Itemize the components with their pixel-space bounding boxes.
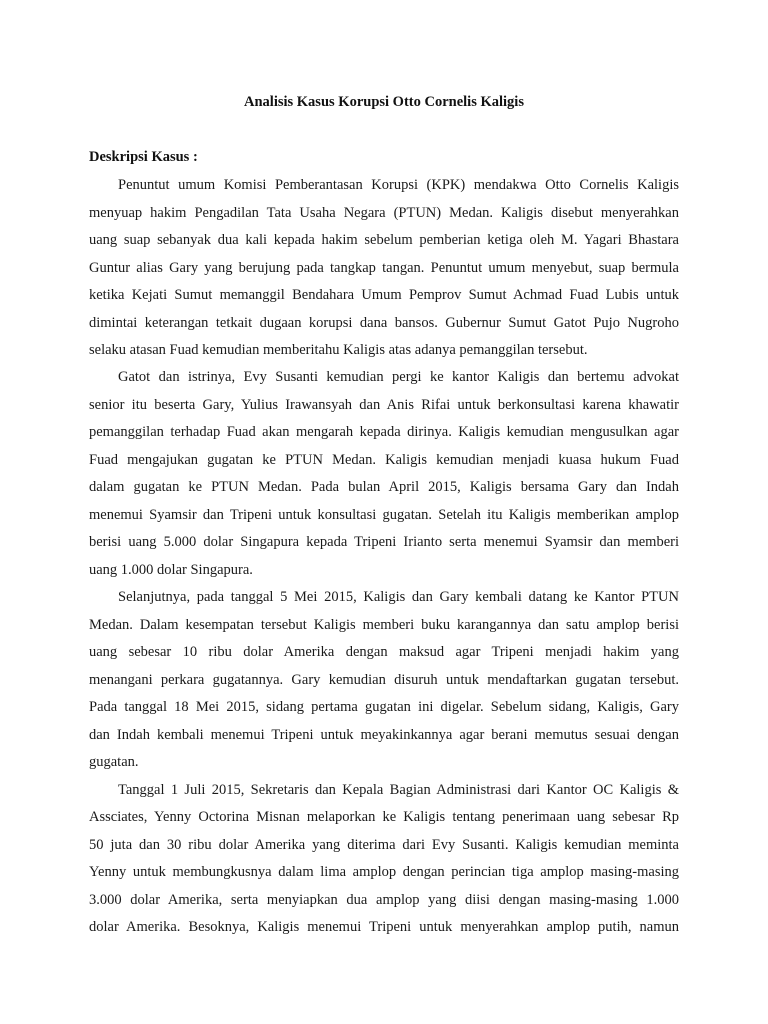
paragraph-line: senior itu beserta Gary, Yulius Irawansyah dan Anis Rifai untuk berkonsultasi karena khawatir — [89, 397, 679, 413]
paragraph-line: dan Indah kembali menemui Tripeni untuk meyakinkannya agar berani memutus sesuai dengan — [89, 727, 679, 743]
paragraph-line: menemui Syamsir dan Tripeni untuk konsultasi gugatan. Setelah itu Kaligis memberikan amplop — [89, 507, 679, 523]
paragraph-line: gugatan. — [89, 754, 139, 770]
paragraph-line: Tanggal 1 Juli 2015, Sekretaris dan Kepala Bagian Administrasi dari Kantor OC Kaligis & — [118, 782, 679, 798]
paragraph-line: menyuap hakim Pengadilan Tata Usaha Negara (PTUN) Medan. Kaligis disebut menyerahkan — [89, 205, 679, 221]
paragraph-line: Penuntut umum Komisi Pemberantasan Korupsi (KPK) mendakwa Otto Cornelis Kaligis — [118, 177, 679, 193]
paragraph-line: uang 1.000 dolar Singapura. — [89, 562, 253, 578]
paragraph-line: berisi uang 5.000 dolar Singapura kepada Tripeni Irianto serta menemui Syamsir dan memberi — [89, 534, 679, 550]
paragraph-line: Medan. Dalam kesempatan tersebut Kaligis memberi buku karangannya dan satu amplop berisi — [89, 617, 679, 633]
paragraph-line: 3.000 dolar Amerika, serta menyiapkan dua amplop yang diisi dengan masing-masing 1.000 — [89, 892, 679, 908]
document-title: Analisis Kasus Korupsi Otto Cornelis Kaligis — [244, 94, 524, 110]
paragraph-line: Fuad mengajukan gugatan ke PTUN Medan. Kaligis kemudian menjadi kuasa hukum Fuad — [89, 452, 679, 468]
paragraph-line: ketika Kejati Sumut memanggil Bendahara Umum Pemprov Sumut Achmad Fuad Lubis untuk — [89, 287, 679, 303]
paragraph-line: Pada tanggal 18 Mei 2015, sidang pertama gugatan ini digelar. Sebelum sidang, Kaligis, Gary — [89, 699, 679, 715]
paragraph-line: dimintai keterangan tetkait dugaan korupsi dana bansos. Gubernur Sumut Gatot Pujo Nugroho — [89, 315, 679, 331]
paragraph-line: Guntur alias Gary yang berujung pada tangkap tangan. Penuntut umum menyebut, suap bermula — [89, 260, 679, 276]
paragraph-line: uang sebesar 10 ribu dolar Amerika dengan maksud agar Tripeni menjadi hakim yang — [89, 644, 679, 660]
paragraph-line: Yenny untuk membungkusnya dalam lima amplop dengan perincian tiga amplop masing-masing — [89, 864, 679, 880]
paragraph-line: Selanjutnya, pada tanggal 5 Mei 2015, Kaligis dan Gary kembali datang ke Kantor PTUN — [118, 589, 679, 605]
paragraph-line: pemanggilan terhadap Fuad akan mengarah kepada dirinya. Kaligis kemudian mengusulkan agar — [89, 424, 679, 440]
paragraph-line: dalam gugatan ke PTUN Medan. Pada bulan April 2015, Kaligis bersama Gary dan Indah — [89, 479, 679, 495]
paragraph-line: selaku atasan Fuad kemudian memberitahu Kaligis atas adanya pemanggilan tersebut. — [89, 342, 588, 358]
paragraph-line: menangani perkara gugatannya. Gary kemudian disuruh untuk mendaftarkan gugatan tersebut. — [89, 672, 679, 688]
paragraph-line: Assciates, Yenny Octorina Misnan melaporkan ke Kaligis tentang penerimaan uang sebesar Rp — [89, 809, 679, 825]
paragraph-line: uang suap sebanyak dua kali kepada hakim sebelum pemberian ketiga oleh M. Yagari Bhastara — [89, 232, 679, 248]
paragraph-line: 50 juta dan 30 ribu dolar Amerika yang diterima dari Evy Susanti. Kaligis kemudian meminta — [89, 837, 679, 853]
paragraph-line: Gatot dan istrinya, Evy Susanti kemudian pergi ke kantor Kaligis dan bertemu advokat — [118, 369, 679, 385]
paragraph-line: dolar Amerika. Besoknya, Kaligis menemui Tripeni untuk menyerahkan amplop putih, namun — [89, 919, 679, 935]
section-heading: Deskripsi Kasus : — [89, 149, 198, 165]
